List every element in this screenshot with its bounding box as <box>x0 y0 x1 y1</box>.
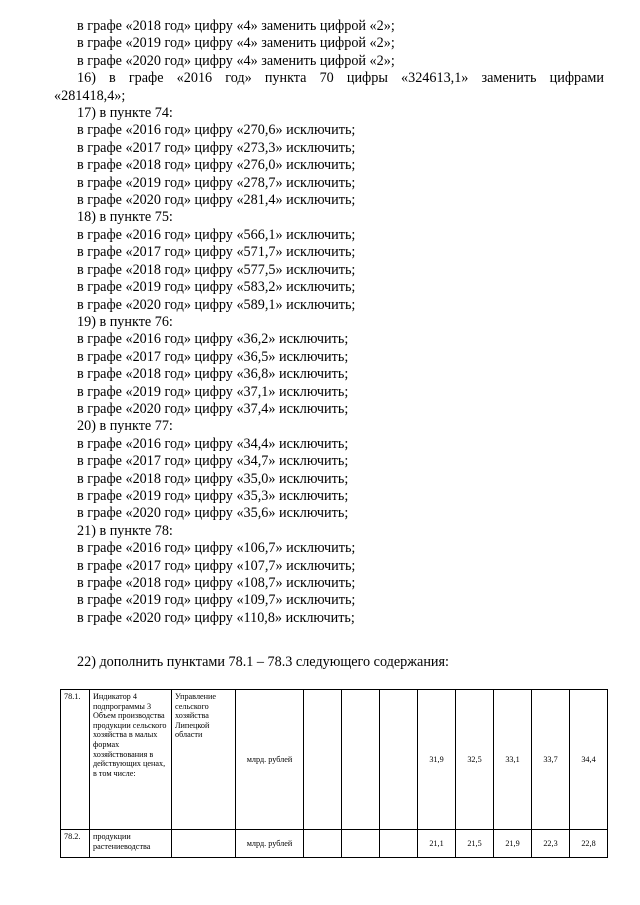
text-line: 20) в пункте 77: <box>77 418 173 435</box>
text-line <box>0 70 640 87</box>
text-line: в графе «2017 год» цифру «107,7» исключить; <box>77 557 356 574</box>
value-cell <box>304 830 342 858</box>
text-line: 17) в пункте 74: <box>77 105 173 122</box>
value-cell: 22,3 <box>532 830 570 858</box>
table-row <box>61 690 608 830</box>
text-line: в графе «2016 год» цифру «34,4» исключить; <box>77 435 349 452</box>
text-line: в графе «2017 год» цифру «34,7» исключить; <box>77 453 349 470</box>
text-word: заменить <box>481 70 537 87</box>
text-word: год» <box>225 70 252 87</box>
text-line: в графе «2019 год» цифру «278,7» исключить; <box>77 174 356 191</box>
row-number-cell: 78.2. <box>61 830 90 858</box>
indicators-table <box>60 689 608 858</box>
text-line: 19) в пункте 76: <box>77 313 173 330</box>
text-line: в графе «2018 год» цифру «108,7» исключить; <box>77 575 356 591</box>
text-word: цифрами <box>549 70 604 87</box>
text-line: в графе «2020 год» цифру «589,1» исключить; <box>77 296 356 313</box>
value-cell: 33,7 <box>532 690 570 830</box>
executor-cell: Управление сельского хозяйства Липецкой области <box>172 690 236 830</box>
text-line: в графе «2018 год» цифру «577,5» исключить; <box>77 261 356 278</box>
value-cell <box>342 690 380 830</box>
text-line: в графе «2016 год» цифру «106,7» исключить; <box>77 540 356 557</box>
text-line: в графе «2017 год» цифру «36,5» исключить; <box>77 348 349 365</box>
value-cell: 32,5 <box>456 690 494 830</box>
text-line: «281418,4»; <box>54 87 126 104</box>
text-line: в графе «2020 год» цифру «281,4» исключить; <box>77 192 356 209</box>
executor-cell <box>172 830 236 858</box>
text-line: в графе «2020 год» цифру «35,6» исключить; <box>77 505 349 522</box>
unit-cell: млрд. рублей <box>236 830 304 858</box>
text-line: в графе «2018 год» цифру «36,8» исключить; <box>77 366 349 383</box>
value-cell <box>380 690 418 830</box>
text-line: в графе «2018 год» цифру «4» заменить цифрой «2»; <box>77 18 395 34</box>
text-line: в графе «2020 год» цифру «4» заменить цифрой «2»; <box>77 52 395 69</box>
value-cell <box>304 690 342 830</box>
indicator-name-cell: продукции растениеводства <box>90 830 172 858</box>
text-line: в графе «2019 год» цифру «4» заменить цифрой «2»; <box>77 35 395 52</box>
value-cell: 21,1 <box>418 830 456 858</box>
text-word: «2016 <box>176 70 213 87</box>
value-cell <box>342 830 380 858</box>
text-word: 70 <box>319 70 334 87</box>
intro-paragraph: 22) дополнить пунктами 78.1 – 78.3 следующего содержания: <box>77 654 449 670</box>
indicator-name-cell: Индикатор 4 подпрограммы 3 Объем производства продукции сельского хозяйства в малых формах хозяйствования в действующих ценах, в том числе: <box>90 690 172 830</box>
text-line: 21) в пункте 78: <box>77 522 173 539</box>
text-word: «324613,1» <box>401 70 469 87</box>
text-word: пункта <box>264 70 307 87</box>
text-word: графе <box>128 70 164 87</box>
text-word: 16) <box>77 70 96 87</box>
text-line: в графе «2016 год» цифру «36,2» исключить; <box>77 331 349 348</box>
value-cell: 21,9 <box>494 830 532 858</box>
amendment-text <box>0 18 640 627</box>
text-line: в графе «2017 год» цифру «273,3» исключить; <box>77 139 356 156</box>
value-cell <box>380 830 418 858</box>
table-row <box>61 830 608 858</box>
text-word: в <box>109 70 116 87</box>
value-cell: 21,5 <box>456 830 494 858</box>
text-line: в графе «2019 год» цифру «37,1» исключить; <box>77 383 349 400</box>
text-line: в графе «2016 год» цифру «270,6» исключить; <box>77 122 356 139</box>
text-line: в графе «2019 год» цифру «583,2» исключить; <box>77 279 356 296</box>
text-line: в графе «2019 год» цифру «35,3» исключить; <box>77 487 349 504</box>
value-cell: 31,9 <box>418 690 456 830</box>
text-word: цифры <box>346 70 388 87</box>
value-cell: 33,1 <box>494 690 532 830</box>
unit-cell: млрд. рублей <box>236 690 304 830</box>
text-line: в графе «2018 год» цифру «35,0» исключить; <box>77 470 349 487</box>
value-cell: 22,8 <box>570 830 608 858</box>
text-line: 18) в пункте 75: <box>77 209 173 226</box>
text-line: в графе «2018 год» цифру «276,0» исключить; <box>77 157 356 174</box>
text-line: в графе «2020 год» цифру «110,8» исключить; <box>77 609 355 626</box>
text-line: в графе «2017 год» цифру «571,7» исключить; <box>77 244 356 261</box>
text-line: в графе «2016 год» цифру «566,1» исключить; <box>77 226 356 243</box>
value-cell: 34,4 <box>570 690 608 830</box>
text-line: в графе «2020 год» цифру «37,4» исключить; <box>77 400 349 417</box>
row-number-cell: 78.1. <box>61 690 90 830</box>
text-line: в графе «2019 год» цифру «109,7» исключить; <box>77 592 356 609</box>
